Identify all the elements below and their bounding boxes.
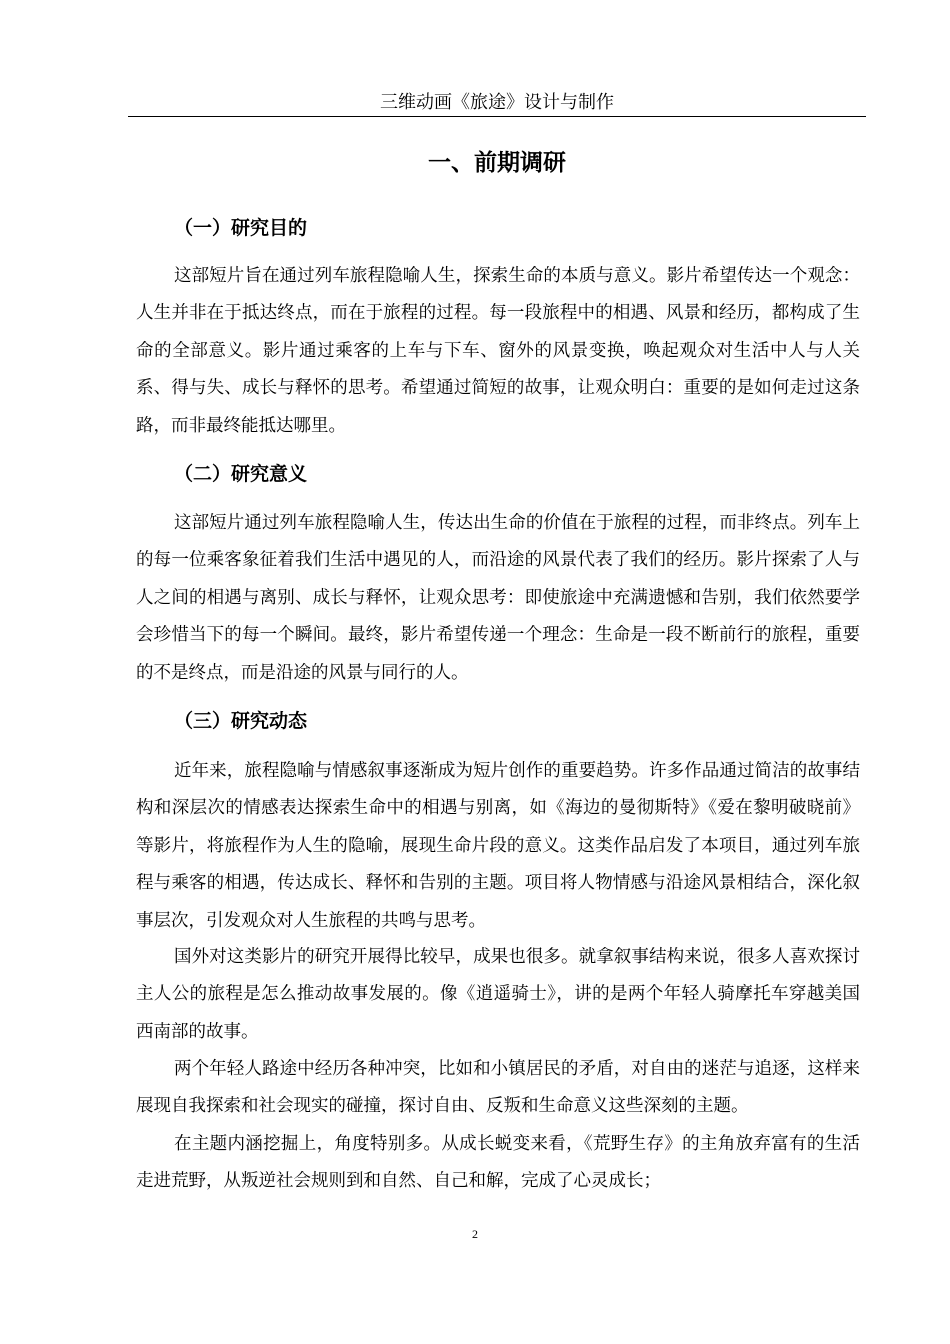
chapter-title: 一、前期调研 bbox=[428, 150, 566, 176]
paragraph-trends-4: 在主题内涵挖掘上，角度特别多。从成长蜕变来看，《荒野生存》的主角放弃富有的生活走进荒野，从叛逆社会规则到和自然、自己和解，完成了心灵成长； bbox=[136, 1134, 860, 1192]
paragraph-significance: 这部短片通过列车旅程隐喻人生，传达出生命的价值在于旅程的过程，而非终点。列车上的每一位乘客象征着我们生活中遇见的人，而沿途的风景代表了我们的经历。影片探索了人与人之间的相遇与离别、成长与释怀，让观众思考：即使旅途中充满遗憾和告别，我们依然要学会珍惜当下的每一个瞬间。最终，影片希望传递一个理念：生命是一段不断前行的旅程，重要的不是终点，而是沿途的风景与同行的人。 bbox=[136, 513, 860, 683]
running-header bbox=[128, 90, 866, 117]
section-heading-trends: （三）研究动态 bbox=[174, 710, 308, 732]
page-number: 2 bbox=[472, 1227, 478, 1241]
section-heading-significance: （二）研究意义 bbox=[174, 463, 308, 485]
paragraph-trends-1: 近年来，旅程隐喻与情感叙事逐渐成为短片创作的重要趋势。许多作品通过简洁的故事结构和深层次的情感表达探索生命中的相遇与别离，如《海边的曼彻斯特》《爱在黎明破晓前》等影片，将旅程作为人生的隐喻，展现生命片段的意义。这类作品启发了本项目，通过列车旅程与乘客的相遇，传达成长、释怀和告别的主题。项目将人物情感与沿途风景相结合，深化叙事层次，引发观众对人生旅程的共鸣与思考。 bbox=[136, 761, 860, 931]
paragraph-trends-3: 两个年轻人路途中经历各种冲突，比如和小镇居民的矛盾，对自由的迷茫与追逐，这样来展现自我探索和社会现实的碰撞，探讨自由、反叛和生命意义这些深刻的主题。 bbox=[136, 1059, 860, 1117]
paragraph-purpose: 这部短片旨在通过列车旅程隐喻人生，探索生命的本质与意义。影片希望传达一个观念：人生并非在于抵达终点，而在于旅程的过程。每一段旅程中的相遇、风景和经历，都构成了生命的全部意义。影片通过乘客的上车与下车、窗外的风景变换，唤起观众对生活中人与人关系、得与失、成长与释怀的思考。希望通过简短的故事，让观众明白：重要的是如何走过这条路，而非最终能抵达哪里。 bbox=[136, 266, 860, 436]
paragraph-trends-2: 国外对这类影片的研究开展得比较早，成果也很多。就拿叙事结构来说，很多人喜欢探讨主人公的旅程是怎么推动故事发展的。像《逍遥骑士》，讲的是两个年轻人骑摩托车穿越美国西南部的故事。 bbox=[136, 947, 860, 1042]
section-heading-purpose: （一）研究目的 bbox=[174, 217, 308, 239]
running-title: 三维动画《旅途》设计与制作 bbox=[380, 92, 614, 113]
